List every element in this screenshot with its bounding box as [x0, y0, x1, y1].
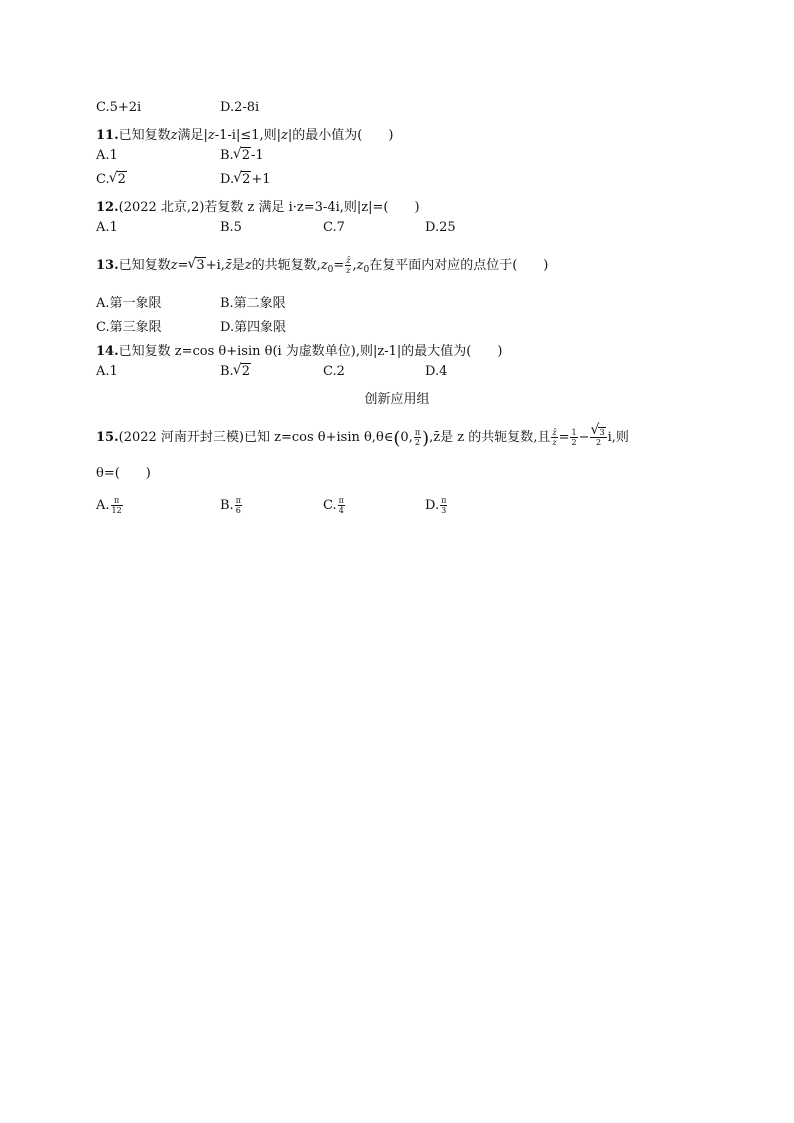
- q13-root: 3: [196, 258, 205, 273]
- q11-d-pre: D.: [220, 172, 235, 187]
- q11-option-a: A.1: [96, 148, 118, 163]
- q13-text-e: 的共轭复数,: [251, 258, 321, 273]
- q15-minus: −: [578, 430, 590, 445]
- q10-option-c: C.5+2i: [96, 100, 142, 115]
- q14-option-b: [220, 364, 251, 379]
- q11-d-post: +1: [251, 172, 271, 187]
- q11-c-sqrt: [110, 172, 127, 187]
- q11-text-b: 满足|: [177, 128, 208, 143]
- q15-pi: π: [414, 428, 421, 437]
- q12-option-c: C.7: [323, 220, 345, 235]
- q15-number: 15.: [96, 430, 119, 445]
- q13-option-a: A.第一象限: [96, 296, 162, 311]
- q13-z0b: z: [356, 258, 364, 273]
- q11-option-b: [220, 148, 264, 163]
- q13-z0: z: [320, 258, 328, 273]
- q13-text-d: 是: [231, 258, 245, 273]
- q11-number: 11.: [96, 128, 119, 143]
- q11-b-root: 2: [241, 148, 250, 163]
- q15-text-c: i,则: [607, 430, 629, 445]
- q15-root3-half: [590, 428, 606, 447]
- q11-b-post: -1: [250, 148, 264, 163]
- q13-stem: 13.已知复数z=√ 3+i,z̄是z的共轭复数$,z_0=$ $\frac{z̄}{z}$ $,z_0$在复平面内对应的点位于( ): [96, 254, 548, 275]
- q12-option-b: B.5: [220, 220, 242, 235]
- q12-number: 12.: [96, 200, 119, 215]
- q15-b-frac: [235, 496, 242, 515]
- q13-sub0b: 0: [363, 265, 370, 275]
- q15-two: 2: [414, 438, 420, 447]
- q11-z2: z: [207, 128, 215, 143]
- q15-option-d: [425, 496, 448, 515]
- q11-text-d: |的最小值为( ): [287, 128, 394, 143]
- q14-option-c: C.2: [323, 364, 345, 379]
- q14-b-sqrt: [234, 364, 251, 379]
- q11-b-sqrt: [234, 148, 251, 163]
- q15-text-b: ,z̄是 z 的共轭复数,且: [429, 430, 551, 445]
- q15-half: [570, 428, 577, 447]
- q11-z: z: [170, 128, 178, 143]
- q15-lparen: (: [393, 428, 401, 449]
- q14-stem: [96, 340, 502, 359]
- q14-b-pre: B.: [220, 364, 234, 379]
- q13-text-c: +i,: [205, 258, 225, 273]
- q14-option-a: A.1: [96, 364, 118, 379]
- q11-d-root: 2: [242, 172, 251, 187]
- q15-option-a: [96, 496, 124, 515]
- q11-text-c: -1-i|≤1,则|: [214, 128, 282, 143]
- q12-stem: [96, 196, 420, 215]
- q13-number: 13.: [96, 258, 119, 273]
- q15-zbar-over-z: [551, 428, 557, 447]
- q15-eq: =: [558, 430, 570, 445]
- q15-fd: z: [552, 438, 557, 447]
- q15-r-den: 2: [595, 438, 602, 447]
- q14-b-root: 2: [241, 364, 250, 379]
- q11-b-pre: B.: [220, 148, 234, 163]
- q15-d-pre: D.: [425, 498, 440, 513]
- q15-c-d: 4: [338, 506, 344, 515]
- q15-option-b: [220, 496, 243, 515]
- q13-option-d: D.第四象限: [220, 320, 287, 335]
- q15-sqrt3: [591, 428, 605, 437]
- q13-option-c: C.第三象限: [96, 320, 162, 335]
- q15-option-c: [323, 496, 346, 515]
- q15-a-pre: A.: [96, 498, 110, 513]
- q12-option-d: D.25: [425, 220, 456, 235]
- q11-c-pre: C.: [96, 172, 110, 187]
- q15-a-frac: [111, 496, 123, 515]
- q12-text: (2022 北京,2)若复数 z 满足 i·z=3-4i,则|z|=( ): [118, 200, 420, 215]
- q13-frac-num: z̄: [346, 256, 351, 265]
- q12-option-a: A.1: [96, 220, 118, 235]
- q15-b-d: 6: [235, 506, 241, 515]
- q15-c-n: π: [338, 496, 344, 505]
- q11-option-c: [96, 172, 127, 187]
- q13-zbar: z̄: [224, 258, 232, 273]
- q11-d-sqrt: [234, 172, 251, 187]
- q11-option-d: [220, 172, 271, 187]
- q11-text-a: 已知复数: [118, 128, 171, 143]
- q13-sqrt: [188, 258, 205, 273]
- q15-text-a: (2022 河南开封三模)已知 z=cos θ+isin θ,θ∈: [118, 430, 394, 445]
- q15-d-n: π: [441, 496, 447, 505]
- q13-frac-den: z: [346, 266, 351, 275]
- q10-option-d: D.2-8i: [220, 100, 260, 115]
- q14-option-d: D.4: [425, 364, 448, 379]
- q13-text-g: 在复平面内对应的点位于( ): [369, 258, 549, 273]
- q13-text-a: 已知复数: [118, 258, 171, 273]
- q11-c-root: 2: [117, 172, 126, 187]
- q15-d-frac: [440, 496, 447, 515]
- q13-option-b: B.第二象限: [220, 296, 286, 311]
- q15-half-d: 2: [571, 438, 577, 447]
- section-heading: 创新应用组: [364, 392, 430, 407]
- q15-c-frac: [338, 496, 345, 515]
- q15-int0: 0,: [400, 430, 413, 445]
- q13-fraction: [345, 256, 351, 275]
- q15-stem: [96, 426, 629, 449]
- q11-z3: z: [281, 128, 288, 143]
- q13-eq: =: [177, 258, 189, 273]
- q15-c-pre: C.: [323, 498, 337, 513]
- q15-b-pre: B.: [220, 498, 234, 513]
- q15-r-root: 3: [599, 428, 605, 437]
- q15-a-d: 12: [111, 506, 122, 515]
- q15-a-n: π: [111, 496, 123, 506]
- q13-comma: ,: [352, 258, 357, 273]
- q15-b-n: π: [235, 496, 241, 505]
- q13-z: z: [170, 258, 178, 273]
- q15-half-n: 1: [571, 428, 577, 437]
- q13-z2: z: [244, 258, 252, 273]
- q14-text: 已知复数 z=cos θ+isin θ(i 为虚数单位),则|z-1|的最大值为( ): [118, 344, 503, 359]
- q11-stem: [96, 124, 393, 143]
- q15-fn: z̄: [552, 428, 557, 437]
- q15-line2: θ=( ): [96, 466, 151, 481]
- q15-d-d: 3: [441, 506, 447, 515]
- q14-number: 14.: [96, 344, 119, 359]
- q15-pi-half: [414, 428, 421, 447]
- q13-sub0: 0: [327, 265, 334, 275]
- q15-rparen: ): [422, 428, 430, 449]
